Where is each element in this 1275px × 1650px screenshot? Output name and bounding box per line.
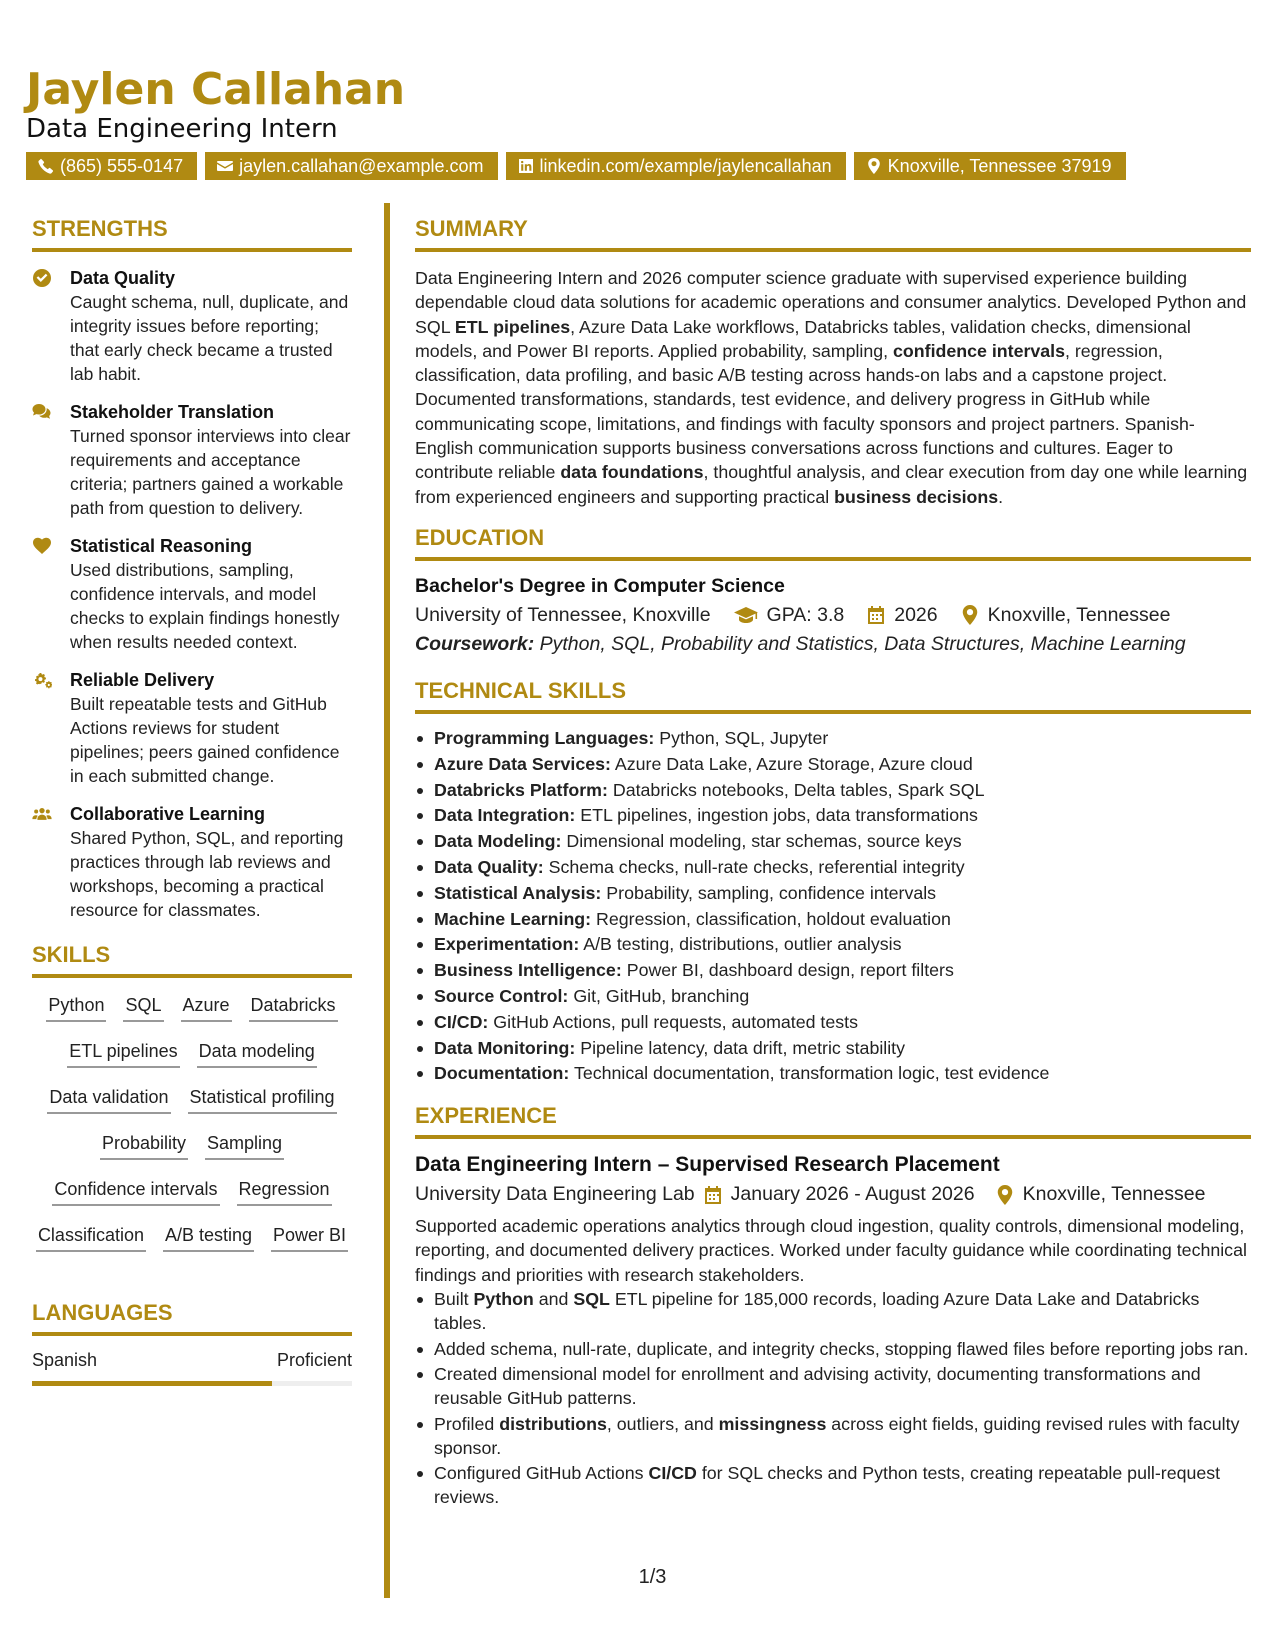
skill-tag: SQL <box>123 990 163 1022</box>
list-item: Experimentation: A/B testing, distributions, outlier analysis <box>415 932 1251 958</box>
skill-tag: Azure <box>181 990 232 1022</box>
strength-title: Collaborative Learning <box>70 804 266 824</box>
skill-tag: Python <box>46 990 106 1022</box>
skill-tag: Sampling <box>205 1128 284 1160</box>
list-item: Data Monitoring: Pipeline latency, data drift, metric stability <box>415 1036 1251 1062</box>
strength-item <box>32 400 352 520</box>
school-name: University of Tennessee, Knoxville <box>415 603 711 626</box>
degree-title: Bachelor's Degree in Computer Science <box>415 574 785 597</box>
coursework <box>415 633 1251 656</box>
technical-skills-list <box>415 726 1251 1087</box>
job-location: Knoxville, Tennessee <box>1022 1183 1206 1206</box>
education-meta <box>415 604 1251 627</box>
graduation-year: 2026 <box>894 603 938 626</box>
skill-tag: Databricks <box>249 990 338 1022</box>
skills-tags <box>32 990 352 1266</box>
linkedin-icon <box>518 158 534 174</box>
gears-icon <box>32 670 52 690</box>
list-item: Profiled distributions, outliers, and missingness across eight fields, guiding revised rules with faculty sponsor. <box>415 1412 1251 1461</box>
list-item: Statistical Analysis: Probability, sampling, confidence intervals <box>415 881 1251 907</box>
skill-tag: ETL pipelines <box>67 1036 179 1068</box>
list-item: Added schema, null-rate, duplicate, and integrity checks, stopping flawed files before reporting jobs ran. <box>415 1337 1251 1361</box>
summary-text: Data Engineering Intern and 2026 computer science graduate with supervised experience building dependable cloud data solutions for academic operations and consumer analytics. Developed Python and SQL ETL pipelines, Azure Data Lake workflows, Databricks tables, validation checks, dimensional models, and Power BI reports. Applied probability, sampling, confidence intervals, regression, classification, data profiling, and basic A/B testing across hands-on labs and a capstone project. Documented transformations, standards, test evidence, and delivery progress in GitHub while communicating scope, limitations, and findings with faculty sponsors and project partners. Spanish-English communication supports business conversations across functions and cultures. Eager to contribute reliable data foundations, thoughtful analysis, and clear execution from day one while learning from experienced engineers and supporting practical business decisions. <box>415 268 1248 507</box>
coursework-list: Python, SQL, Probability and Statistics, Data Structures, Machine Learning <box>539 632 1186 655</box>
strength-item <box>32 668 352 788</box>
strength-title: Statistical Reasoning <box>70 536 253 556</box>
school-location: Knoxville, Tennessee <box>987 603 1171 626</box>
strength-desc: Caught schema, null, duplicate, and integrity issues before reporting; that early check became a trusted lab habit. <box>70 292 349 384</box>
map-pin-icon <box>960 605 980 625</box>
language-name: Spanish <box>32 1350 98 1370</box>
strengths-list <box>32 266 352 922</box>
list-item: Programming Languages: Python, SQL, Jupyter <box>415 726 1251 752</box>
gpa: GPA: 3.8 <box>766 603 845 626</box>
coursework-label: Coursework: <box>415 632 535 655</box>
strength-item <box>32 266 352 386</box>
page-number: 1/3 <box>638 1566 667 1588</box>
strength-desc: Built repeatable tests and GitHub Actions reviews for student pipelines; peers gained confidence in each submitted change. <box>70 694 340 786</box>
right-column <box>415 216 1251 1511</box>
skill-tag: Regression <box>237 1174 332 1206</box>
language-proficiency-fill <box>32 1381 272 1386</box>
list-item: Documentation: Technical documentation, transformation logic, test evidence <box>415 1061 1251 1087</box>
location-chip <box>854 152 1126 180</box>
skill-tag: A/B testing <box>163 1220 254 1252</box>
heart-icon <box>32 536 52 556</box>
list-item: Created dimensional model for enrollment and advising activity, documenting transformations and reusable GitHub patterns. <box>415 1362 1251 1411</box>
skill-tag: Confidence intervals <box>52 1174 219 1206</box>
strength-title: Reliable Delivery <box>70 670 215 690</box>
users-icon <box>32 804 52 824</box>
list-item: CI/CD: GitHub Actions, pull requests, automated tests <box>415 1010 1251 1036</box>
language-proficiency-bar <box>32 1381 352 1386</box>
phone-icon <box>38 158 54 174</box>
list-item: Built Python and SQL ETL pipeline for 185,000 records, loading Azure Data Lake and Databricks tables. <box>415 1287 1251 1336</box>
email-text: jaylen.callahan@example.com <box>239 156 484 176</box>
strength-item <box>32 802 352 922</box>
skills-heading: SKILLS <box>32 942 352 978</box>
phone-chip[interactable] <box>26 152 197 180</box>
comments-icon <box>32 402 52 422</box>
list-item: Business Intelligence: Power BI, dashboard design, report filters <box>415 958 1251 984</box>
languages-heading: LANGUAGES <box>32 1300 352 1336</box>
left-column <box>32 216 352 1386</box>
strengths-heading: STRENGTHS <box>32 216 352 252</box>
list-item: Azure Data Services: Azure Data Lake, Azure Storage, Azure cloud <box>415 752 1251 778</box>
strength-desc: Turned sponsor interviews into clear requirements and acceptance criteria; partners gained a workable path from question to delivery. <box>70 426 351 518</box>
email-chip[interactable] <box>205 152 497 180</box>
education-heading: EDUCATION <box>415 525 1251 561</box>
technical-skills-heading: TECHNICAL SKILLS <box>415 678 1251 714</box>
list-item: Data Modeling: Dimensional modeling, star schemas, source keys <box>415 829 1251 855</box>
calendar-icon <box>866 605 886 625</box>
skill-tag: Data validation <box>47 1082 170 1114</box>
job-meta <box>415 1183 1251 1206</box>
contact-bar <box>26 152 1126 180</box>
job-bullets <box>415 1287 1251 1510</box>
list-item: Configured GitHub Actions CI/CD for SQL checks and Python tests, creating repeatable pull-request reviews. <box>415 1461 1251 1510</box>
job-title: Data Engineering Intern – Supervised Research Placement <box>415 1153 1000 1177</box>
phone-text: (865) 555-0147 <box>60 156 184 176</box>
location-text: Knoxville, Tennessee 37919 <box>887 156 1112 176</box>
check-circle-icon <box>32 268 52 288</box>
strength-desc: Shared Python, SQL, and reporting practices through lab reviews and workshops, becoming a practical resource for classmates. <box>70 828 344 920</box>
list-item: Machine Learning: Regression, classification, holdout evaluation <box>415 907 1251 933</box>
calendar-icon <box>703 1185 723 1205</box>
candidate-title: Data Engineering Intern <box>26 114 338 144</box>
skill-tag: Data modeling <box>197 1036 317 1068</box>
experience-heading: EXPERIENCE <box>415 1103 1251 1139</box>
strength-title: Data Quality <box>70 268 176 288</box>
strength-item <box>32 534 352 654</box>
skill-tag: Classification <box>36 1220 146 1252</box>
list-item: Data Quality: Schema checks, null-rate checks, referential integrity <box>415 855 1251 881</box>
map-pin-icon <box>995 1185 1015 1205</box>
envelope-icon <box>217 158 233 174</box>
map-pin-icon <box>866 158 882 174</box>
column-divider <box>384 203 390 1598</box>
job-dates: January 2026 - August 2026 <box>730 1183 975 1206</box>
language-level: Proficient <box>276 1350 352 1370</box>
language-item <box>32 1350 352 1386</box>
graduation-cap-icon <box>733 605 759 625</box>
list-item: Source Control: Git, GitHub, branching <box>415 984 1251 1010</box>
skill-tag: Statistical profiling <box>188 1082 337 1114</box>
skill-tag: Power BI <box>271 1220 348 1252</box>
strength-title: Stakeholder Translation <box>70 402 275 422</box>
list-item: Data Integration: ETL pipelines, ingestion jobs, data transformations <box>415 803 1251 829</box>
candidate-name: Jaylen Callahan <box>26 64 406 115</box>
linkedin-text: linkedin.com/example/jaylencallahan <box>539 156 832 176</box>
employer-name: University Data Engineering Lab <box>415 1183 695 1206</box>
list-item: Databricks Platform: Databricks notebooks, Delta tables, Spark SQL <box>415 778 1251 804</box>
strength-desc: Used distributions, sampling, confidence intervals, and model checks to explain findings honestly when results needed context. <box>70 560 340 652</box>
linkedin-chip[interactable] <box>506 152 846 180</box>
skill-tag: Probability <box>100 1128 188 1160</box>
summary-heading: SUMMARY <box>415 216 1251 252</box>
job-summary: Supported academic operations analytics through cloud ingestion, quality controls, dimensional modeling, reporting, and documented delivery practices. Worked under faculty guidance while coordinating technical findings and priorities with research stakeholders. <box>415 1216 1247 1285</box>
